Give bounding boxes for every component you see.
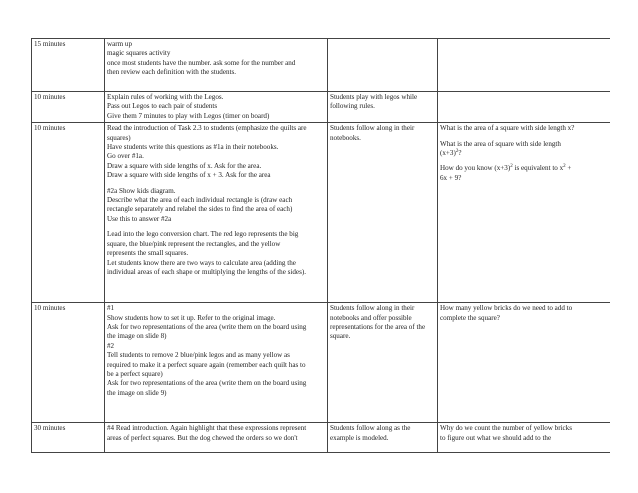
question-line: Why do we count the number of yellow bricks — [440, 424, 572, 433]
table-row — [32, 123, 611, 303]
activity-line: #2 — [107, 341, 115, 350]
students-cell — [328, 423, 438, 453]
activity-cell — [105, 303, 328, 423]
question-line: $(x+3)^2$? — [440, 149, 462, 158]
activity-line: represents the small squares. — [107, 249, 189, 258]
students-line: notebooks. — [330, 133, 361, 142]
lesson-plan-page — [31, 38, 610, 476]
students-line: example is modeled. — [330, 433, 389, 442]
activity-line: rectangle separately and relabel the sides to find the area of each) — [107, 205, 293, 214]
activity-line: #1 — [107, 304, 115, 313]
question-line: What is the area of square with side length — [440, 139, 561, 148]
students-line: Students follow along in their — [330, 304, 415, 313]
time-text: 10 minutes — [34, 93, 66, 101]
students-cell — [328, 39, 438, 92]
activity-line: Go over #1a. — [107, 152, 144, 161]
activity-line: Read the introduction of Task 2.3 to students (emphasize the quilts are — [107, 124, 307, 133]
question-line: How do you know $(x+3)^2$ is equivalent to $x^2$ + — [440, 164, 572, 173]
activity-line: Explain rules of working with the Legos. — [107, 93, 224, 101]
activity-line: square, the blue/pink represent the rectangles, and the yellow — [107, 239, 281, 248]
activity-line: the image on slide 8) — [107, 332, 167, 341]
activity-line: then review each definition with the students. — [107, 68, 237, 77]
activity-line: be a perfect square) — [107, 370, 163, 379]
question-line: to figure out what we should add to the — [440, 433, 552, 442]
lesson-plan-table — [31, 38, 610, 453]
question-line: How many yellow bricks do we need to add to — [440, 304, 573, 313]
questions-cell — [438, 39, 611, 92]
questions-cell — [438, 123, 611, 303]
students-line: representations for the area of the — [330, 323, 426, 332]
time-text: 10 minutes — [34, 304, 66, 313]
activity-line: Draw a square with side lengths of x + 3. Ask for the area — [107, 171, 271, 180]
time-cell — [32, 39, 105, 92]
time-cell — [32, 123, 105, 303]
students-line: square. — [330, 332, 351, 341]
time-cell — [32, 303, 105, 423]
table-row — [32, 303, 611, 423]
activity-line: Pass out Legos to each pair of students — [107, 102, 218, 111]
students-cell — [328, 92, 438, 123]
activity-line: #4 Read introduction. Again highlight that these expressions represent — [107, 424, 307, 433]
activity-line: the image on slide 9) — [107, 388, 167, 397]
activity-line: Have students write this questions as #1a in their notebooks. — [107, 143, 279, 152]
students-cell — [328, 123, 438, 303]
activity-cell — [105, 39, 328, 92]
time-text: 15 minutes — [34, 40, 66, 48]
activity-line: Ask for two representations of the area (write them on the board using — [107, 379, 307, 388]
question-line: 6x + 9? — [440, 173, 462, 182]
activity-line: Let students know there are two ways to calculate area (adding the — [107, 258, 296, 267]
time-cell — [32, 423, 105, 453]
activity-line: Show students how to set it up. Refer to the original image. — [107, 313, 276, 322]
table-row — [32, 423, 611, 453]
activity-cell — [105, 123, 328, 303]
students-line: Students follow along in their — [330, 124, 415, 133]
activity-line: Give them 7 minutes to play with Legos (timer on board) — [107, 111, 270, 120]
activity-line: #2a Show kids diagram. — [107, 186, 176, 195]
students-line: notebooks and offer possible — [330, 313, 412, 322]
activity-line: once most students have the number. ask some for the number and — [107, 58, 296, 67]
table-row — [32, 39, 611, 92]
questions-cell — [438, 92, 611, 123]
activity-line: warm up — [107, 40, 133, 48]
time-text: 10 minutes — [34, 124, 66, 133]
activity-line: required to make it a perfect square again (remember each quilt has to — [107, 360, 306, 369]
question-line: complete the square? — [440, 313, 500, 322]
activity-line: Lead into the lego conversion chart. The red lego represents the big — [107, 230, 299, 239]
students-cell — [328, 303, 438, 423]
activity-cell — [105, 423, 328, 453]
table-row — [32, 92, 611, 123]
activity-line: squares) — [107, 133, 131, 142]
time-text: 30 minutes — [34, 424, 66, 433]
question-line: What is the area of a square with side length x? — [440, 124, 575, 133]
students-line: Students follow along as the — [330, 424, 411, 433]
questions-cell — [438, 303, 611, 423]
questions-cell — [438, 423, 611, 453]
activity-line: Ask for two representations of the area (write them on the board using — [107, 323, 307, 332]
students-line: following rules. — [330, 102, 375, 111]
activity-cell — [105, 92, 328, 123]
activity-line: Tell students to remove 2 blue/pink legos and as many yellow as — [107, 351, 290, 360]
activity-line: magic squares activity — [107, 49, 171, 58]
activity-line: Draw a square with side lengths of x. Ask for the area. — [107, 161, 262, 170]
activity-line: Describe what the area of each individual rectangle is (draw each — [107, 196, 293, 205]
activity-line: individual areas of each shape or multiplying the lengths of the sides). — [107, 267, 306, 276]
activity-line: Use this to answer #2a — [107, 214, 172, 223]
students-line: Students play with legos while — [330, 93, 418, 101]
time-cell — [32, 92, 105, 123]
activity-line: areas of perfect squares. But the dog chewed the orders so we don't — [107, 433, 298, 442]
